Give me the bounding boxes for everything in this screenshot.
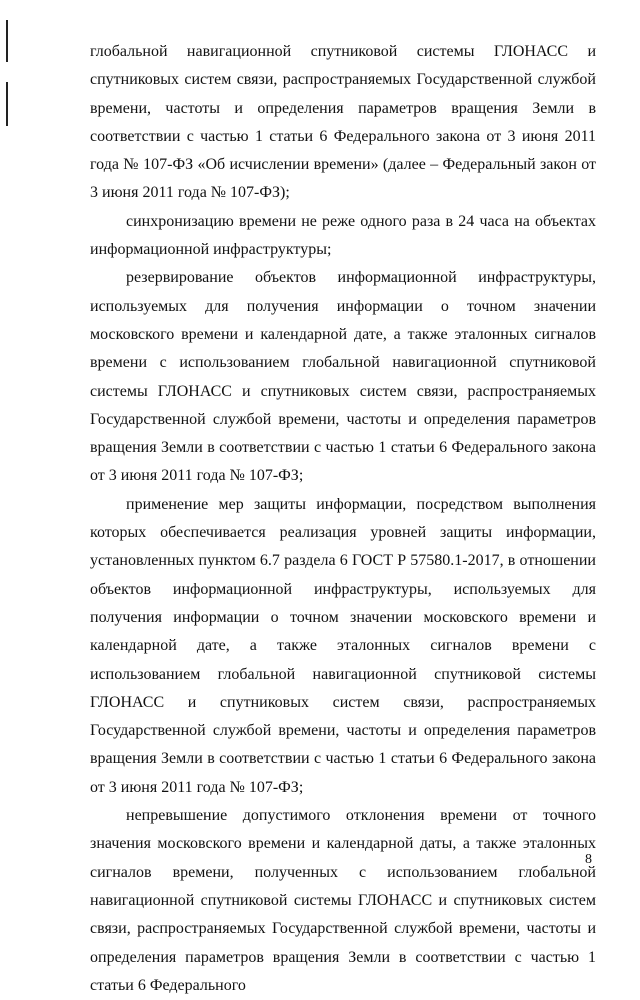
document-body: [90, 38, 596, 1000]
paragraph: глобальной навигационной спутниковой системы ГЛОНАСС и спутниковых систем связи, распространяемых Государственной службой времени, частоты и определения параметров вращения Земли в соответствии с частью 1 статьи 6 Федерального закона от 3 июня 2011 года № 107-ФЗ «Об исчислении времени» (далее – Федеральный закон от 3 июня 2011 года № 107-ФЗ);: [90, 43, 596, 202]
paragraph: применение мер защиты информации, посредством выполнения которых обеспечивается реализация уровней защиты информации, установленных пунктом 6.7 раздела 6 ГОСТ Р 57580.1-2017, в отношении объектов информационной инфраструктуры, используемых для получения информации о точном значении московского времени и календарной дате, а также эталонных сигналов времени с использованием глобальной навигационной спутниковой системы ГЛОНАСС и спутниковых систем связи, распространяемых Государственной службой времени, частоты и определения параметров вращения Земли в соответствии с частью 1 статьи 6 Федерального закона от 3 июня 2011 года № 107-ФЗ;: [90, 495, 596, 796]
paragraph: резервирование объектов информационной инфраструктуры, используемых для получения информации о точном значении московского времени и календарной дате, а также эталонных сигналов времени с использованием глобальной навигационной спутниковой системы ГЛОНАСС и спутниковых систем связи, распространяемых Государственной службой времени, частоты и определения параметров вращения Земли в соответствии с частью 1 статьи 6 Федерального закона от 3 июня 2011 года № 107-ФЗ;: [90, 269, 596, 485]
margin-line-mark: [6, 82, 8, 126]
paragraph: непревышение допустимого отклонения времени от точного значения московского времени и календарной даты, а также эталонных сигналов времени, полученных с использованием глобальной навигационной спутниковой системы ГЛОНАСС и спутниковых систем связи, распространяемых Государственной службой времени, частоты и определения параметров вращения Земли в соответствии с частью 1 статьи 6 Федерального: [90, 807, 596, 994]
page-number: 8: [585, 852, 592, 867]
paragraph: синхронизацию времени не реже одного раза в 24 часа на объектах информационной инфраструктуры;: [90, 212, 596, 259]
margin-line-mark: [6, 20, 8, 62]
